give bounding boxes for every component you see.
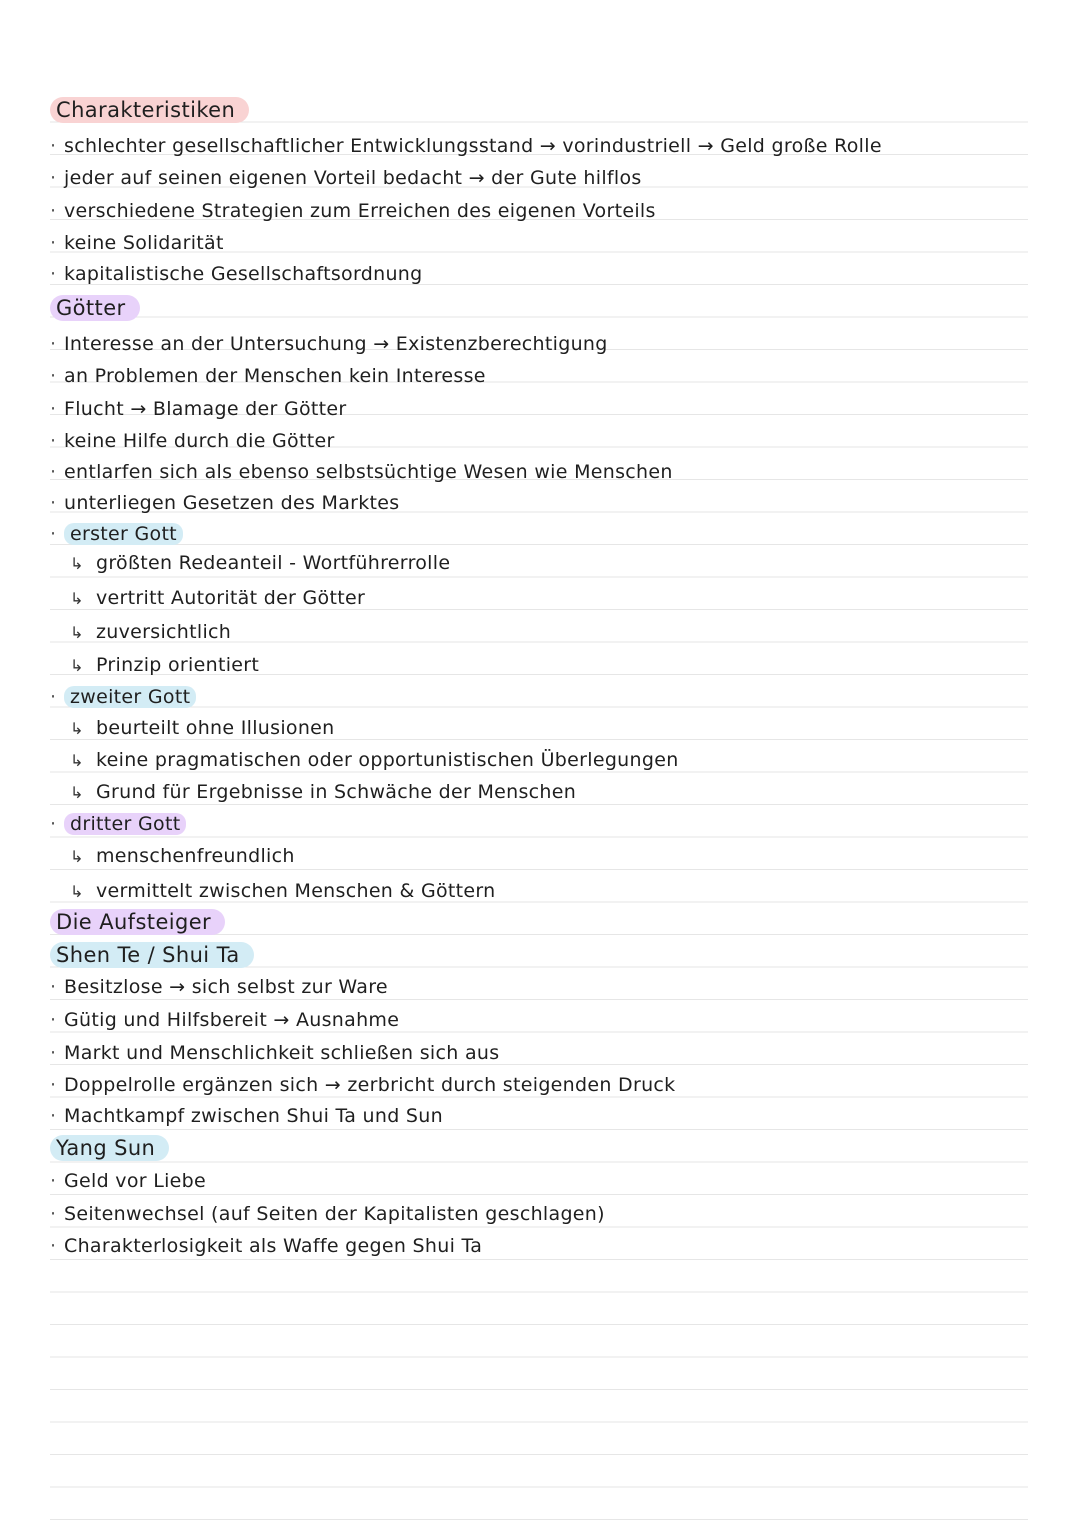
bullet: · [50, 1074, 57, 1096]
list-item: · Gütig und Hilfsbereit → Ausnahme [50, 1009, 400, 1031]
heading-die-aufsteiger: Die Aufsteiger [50, 909, 225, 935]
bullet: · [50, 263, 57, 285]
heading-yang-sun: Yang Sun [50, 1135, 169, 1161]
list-item: · keine Hilfe durch die Götter [50, 430, 335, 452]
dritter-gott-label: · dritter Gott [50, 811, 186, 837]
bullet: · [50, 686, 57, 708]
heading-shen-te: Shen Te / Shui Ta [50, 942, 254, 968]
sub-point: ↳ vermittelt zwischen Menschen & Göttern [70, 878, 496, 905]
list-item: · Charakterlosigkeit als Waffe gegen Shui Ta [50, 1235, 483, 1257]
bullet: · [50, 1105, 57, 1127]
list-item: · keine Solidarität [50, 232, 224, 254]
sub-point: ↳ Grund für Ergebnisse in Schwäche der Menschen [70, 779, 576, 806]
bullet: · [50, 430, 57, 452]
heading-charakteristiken: Charakteristiken [50, 97, 249, 123]
bullet: · [50, 1170, 57, 1192]
sub-point: ↳ größten Redeanteil - Wortführerrolle [70, 550, 450, 577]
sub-point: ↳ zuversichtlich [70, 619, 231, 646]
erster-gott-label: · erster Gott [50, 521, 183, 547]
bullet: · [50, 1009, 57, 1031]
list-item: · Geld vor Liebe [50, 1170, 207, 1192]
sub-point: ↳ beurteilt ohne Illusionen [70, 715, 335, 742]
bullet: · [50, 333, 57, 355]
bullet: · [50, 1203, 57, 1225]
list-item: · kapitalistische Gesellschaftsordnung [50, 263, 423, 285]
return-arrow-icon: ↳ [70, 783, 84, 802]
list-item: · unterliegen Gesetzen des Marktes [50, 492, 400, 514]
return-arrow-icon: ↳ [70, 623, 84, 642]
sub-point: ↳ keine pragmatischen oder opportunistischen Überlegungen [70, 747, 679, 774]
list-item: · Seitenwechsel (auf Seiten der Kapitalisten geschlagen) [50, 1203, 605, 1225]
return-arrow-icon: ↳ [70, 882, 84, 901]
bullet: · [50, 135, 57, 157]
bullet: · [50, 492, 57, 514]
return-arrow-icon: ↳ [70, 751, 84, 770]
bullet: · [50, 200, 57, 222]
list-item: · an Problemen der Menschen kein Interesse [50, 365, 486, 387]
list-item: · verschiedene Strategien zum Erreichen des eigenen Vorteils [50, 200, 656, 222]
list-item: · Interesse an der Untersuchung → Existenzberechtigung [50, 333, 608, 355]
list-item: · jeder auf seinen eigenen Vorteil bedacht → der Gute hilflos [50, 167, 642, 189]
bullet: · [50, 398, 57, 420]
bullet: · [50, 1042, 57, 1064]
list-item: · Doppelrolle ergänzen sich → zerbricht durch steigenden Druck [50, 1074, 676, 1096]
list-item: · Flucht → Blamage der Götter [50, 398, 347, 420]
zweiter-gott-label: · zweiter Gott [50, 684, 196, 710]
bullet: · [50, 976, 57, 998]
heading-goetter: Götter [50, 295, 140, 321]
sub-point: ↳ vertritt Autorität der Götter [70, 585, 365, 612]
bullet: · [50, 813, 57, 835]
bullet: · [50, 1235, 57, 1257]
return-arrow-icon: ↳ [70, 656, 84, 675]
return-arrow-icon: ↳ [70, 554, 84, 573]
sub-point: ↳ Prinzip orientiert [70, 652, 259, 679]
bullet: · [50, 365, 57, 387]
return-arrow-icon: ↳ [70, 719, 84, 738]
sub-point: ↳ menschenfreundlich [70, 843, 295, 870]
bullet: · [50, 167, 57, 189]
list-item: · Machtkampf zwischen Shui Ta und Sun [50, 1105, 443, 1127]
list-item: · Besitzlose → sich selbst zur Ware [50, 976, 388, 998]
bullet: · [50, 232, 57, 254]
list-item: · schlechter gesellschaftlicher Entwicklungsstand → vorindustriell → Geld große Rolle [50, 135, 882, 157]
bullet: · [50, 523, 57, 545]
list-item: · entlarfen sich als ebenso selbstsüchtige Wesen wie Menschen [50, 461, 673, 483]
return-arrow-icon: ↳ [70, 589, 84, 608]
return-arrow-icon: ↳ [70, 847, 84, 866]
list-item: · Markt und Menschlichkeit schließen sich aus [50, 1042, 500, 1064]
bullet: · [50, 461, 57, 483]
